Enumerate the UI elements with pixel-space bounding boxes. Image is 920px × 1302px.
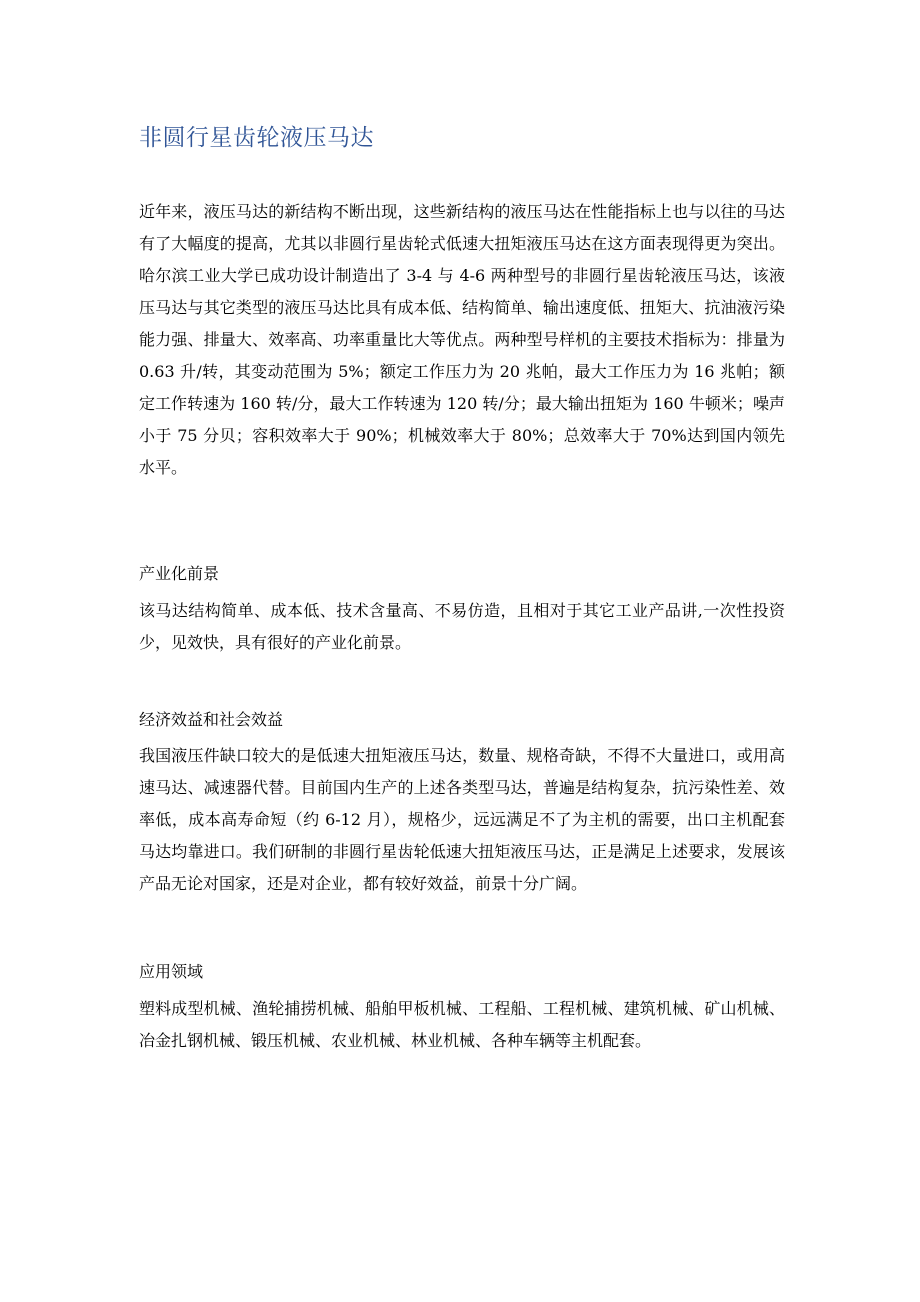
intro-paragraph: 近年来，液压马达的新结构不断出现，这些新结构的液压马达在性能指标上也与以往的马达有了大幅度的提高，尤其以非圆行星齿轮式低速大扭矩液压马达在这方面表现得更为突出。哈尔滨工业大学已成功设计制造出了 3-4 与 4-6 两种型号的非圆行星齿轮液压马达，该液压马达与其它类型的液压马达比具有成本低、结构简单、输出速度低、扭矩大、抗油液污染能力强、排量大、效率高、功率重量比大等优点。两种型号样机的主要技术指标为：排量为 0.63 升/转，其变动范围为 5%；额定工作压力为 20 兆帕，最大工作压力为 16 兆帕；额定工作转速为 160 转/分，最大工作转速为 120 转/分；最大输出扭矩为 160 牛顿米；噪声小于 75 分贝；容积效率大于 90%；机械效率大于 80%；总效率大于 70%达到国内领先水平。 [139,202,785,477]
section-heading-applications: 应用领域 [139,962,204,981]
section-heading-industrialization: 产业化前景 [139,564,220,583]
section-body-applications: 塑料成型机械、渔轮捕捞机械、船舶甲板机械、工程船、工程机械、建筑机械、矿山机械、冶金扎钢机械、锻压机械、农业机械、林业机械、各种车辆等主机配套。 [139,999,785,1050]
section-body-benefits: 我国液压件缺口较大的是低速大扭矩液压马达，数量、规格奇缺，不得不大量进口，或用高速马达、减速器代替。目前国内生产的上述各类型马达，普遍是结构复杂，抗污染性差、效率低，成本高寿命短（约 6-12 月），规格少，远远满足不了为主机的需要，出口主机配套马达均靠进口。我们研制的非圆行星齿轮低速大扭矩液压马达，正是满足上述要求，发展该产品无论对国家，还是对企业，都有较好效益，前景十分广阔。 [139,746,785,893]
document-title: 非圆行星齿轮液压马达 [139,125,374,151]
section-heading-benefits: 经济效益和社会效益 [139,710,284,729]
section-body-industrialization: 该马达结构简单、成本低、技术含量高、不易仿造，且相对于其它工业产品讲,一次性投资少，见效快，具有很好的产业化前景。 [139,601,785,652]
